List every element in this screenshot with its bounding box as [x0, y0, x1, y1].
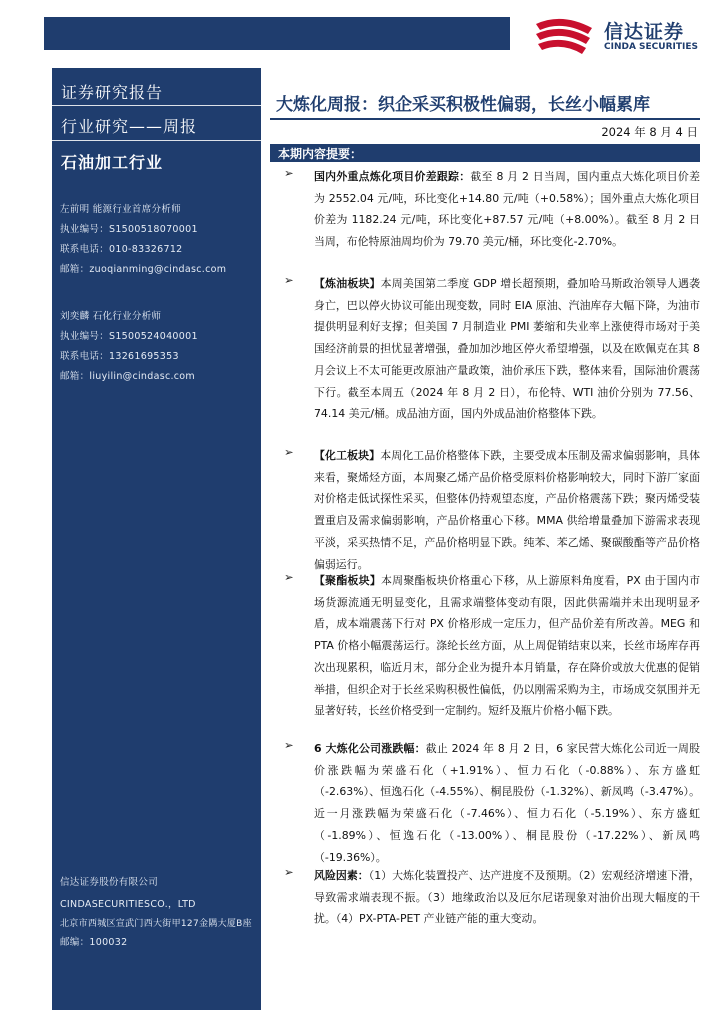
company-name-en: CINDASECURITIESCO.，LTD	[60, 899, 196, 910]
logo-name-cn: 信达证券	[604, 21, 685, 43]
company-address: 北京市西城区宣武门西大街甲127金隅大厦B座	[60, 919, 252, 929]
sidebar	[52, 68, 261, 1010]
bullet-lead: 【炼油板块】	[314, 277, 381, 290]
industry-name: 石油加工行业	[61, 153, 164, 172]
bullet-lead: 【化工板块】	[314, 449, 381, 462]
company-name-cn: 信达证券股份有限公司	[60, 877, 159, 888]
bullet-arrow-icon: ➢	[284, 166, 294, 180]
bullet-body: 截至 8 月 2 日当周，国内重点大炼化项目价差为 2552.04 元/吨，环比变化+14.80 元/吨（+0.58%）；国外重点大炼化项目价差为 1182.24 元/吨，环比变化+87.57 元/吨（+8.00%）。截至 8 月 2 日当周，布伦特原油周均价为 79.70 美元/桶，环比变化-2.70%。	[314, 170, 700, 249]
company-postcode: 邮编：100032	[60, 937, 128, 948]
bullet-text	[314, 445, 700, 575]
bullet-body: 截止 2024 年 8 月 2 日，6 家民营大炼化公司近一周股价涨跌幅为荣盛石化（+1.91%）、恒力石化（-0.88%）、东方盛虹（-2.63%）、恒逸石化（-4.55%）、桐昆股份（-1.32%）、新凤鸣（-3.47%）。近一月涨跌幅为荣盛石化（-7.46%）、恒力石化（-5.19%）、东方盛虹（-1.89%）、恒逸石化（-13.00%）、桐昆股份（-17.22%）、新凤鸣（-19.36%）。	[314, 742, 700, 864]
bullet-text	[314, 865, 700, 930]
section-label: 本期内容提要：	[278, 147, 363, 161]
report-type: 证券研究报告	[61, 83, 164, 102]
bullet-lead: 6 大炼化公司涨跌幅：	[314, 742, 426, 755]
analyst1-email[interactable]: 邮箱：zuoqianming@cindasc.com	[60, 264, 227, 275]
analyst2-name-role: 刘奕麟 石化行业分析师	[60, 311, 162, 322]
sidebar-divider	[52, 140, 261, 141]
bullet-body: （1）大炼化装置投产、达产进度不及预期。（2）宏观经济增速下滑，导致需求端表现不振。（3）地缘政治以及厄尔尼诺现象对油价出现大幅度的干扰。（4）PX-PTA-PET 产业链产能的重大变动。	[314, 869, 700, 926]
header-bar	[44, 17, 510, 50]
bullet-arrow-icon: ➢	[284, 273, 294, 287]
bullet-arrow-icon: ➢	[284, 738, 294, 752]
bullet-body: 本周化工品价格整体下跌，主要受成本压制及需求偏弱影响，具体来看，聚烯烃方面，本周聚乙烯产品价格受原料价格影响较大，同时下游厂家面对价格走低试探性采买，但整体仍持观望态度，产品价格震荡下跌；聚丙烯受装置重启及需求偏弱影响，产品价格重心下移。MMA 供给增量叠加下游需求表现平淡，采买热情不足，产品价格明显下跌。纯苯、苯乙烯、聚碳酸酯等产品价格偏弱运行。	[314, 449, 700, 571]
cinda-emblem-icon	[532, 14, 598, 58]
bullet-arrow-icon: ➢	[284, 865, 294, 879]
report-date: 2024 年 8 月 4 日	[601, 125, 698, 139]
report-title: 大炼化周报：织企采买积极性偏弱，长丝小幅累库	[276, 95, 650, 115]
analyst2-email[interactable]: 邮箱：liuyilin@cindasc.com	[60, 371, 195, 382]
bullet-text	[314, 273, 700, 425]
bullet-body: 本周聚酯板块价格重心下移，从上游原料角度看，PX 由于国内市场货源流通无明显变化，且需求端整体变动有限，因此供需端并未出现明显矛盾，成本端震荡下行对 PX 价格形成一定压力，但产品价差有所改善。MEG 和 PTA 价格小幅震荡运行。涤纶长丝方面，从上周促销结束以来，长丝市场库存再次出现累积，临近月末，部分企业为提升本月销量，存在降价或放大优惠的促销举措，但织企对于长丝采购积极性偏低，仍以刚需采购为主，市场成交氛围并无显著好转，长丝价格受到一定制约。短纤及瓶片价格小幅下跌。	[314, 574, 700, 718]
logo-name-en: CINDA SECURITIES	[604, 42, 698, 52]
sidebar-divider	[52, 105, 261, 106]
bullet-lead: 风险因素：	[314, 869, 369, 882]
bullet-lead: 国内外重点炼化项目价差跟踪：	[314, 170, 471, 183]
report-category: 行业研究——周报	[61, 117, 198, 136]
bullet-arrow-icon: ➢	[284, 445, 294, 459]
title-divider	[270, 118, 700, 120]
bullet-body: 本周美国第二季度 GDP 增长超预期，叠加哈马斯政治领导人遇袭身亡，巴以停火协议可能出现变数，同时 EIA 原油、汽油库存大幅下降，为油市提供明显利好支撑；但美国 7 月制造业 PMI 萎缩和失业率上涨使得市场对于美国经济前景的担忧显著增强，叠加加沙地区停火希望增强，以及在欧佩克在其 8 月会议上不太可能更改原油产量政策，油价承压下跌，整体来看，国际油价震荡下行。截至本周五（2024 年 8 月 2 日），布伦特、WTI 油价分别为 77.56、74.14 美元/桶。成品油方面，国内外成品油价格整体下跌。	[314, 277, 700, 421]
bullet-text	[314, 570, 700, 722]
analyst2-phone: 联系电话：13261695353	[60, 351, 179, 362]
analyst1-cert: 执业编号：S1500518070001	[60, 224, 198, 235]
bullet-lead: 【聚酯板块】	[314, 574, 381, 587]
bullet-text	[314, 738, 700, 868]
analyst1-name-role: 左前明 能源行业首席分析师	[60, 204, 181, 215]
bullet-text	[314, 166, 700, 253]
bullet-arrow-icon: ➢	[284, 570, 294, 584]
analyst2-cert: 执业编号：S1500524040001	[60, 331, 198, 342]
section-header	[270, 144, 700, 162]
analyst1-phone: 联系电话：010-83326712	[60, 244, 183, 255]
company-logo	[532, 14, 712, 58]
